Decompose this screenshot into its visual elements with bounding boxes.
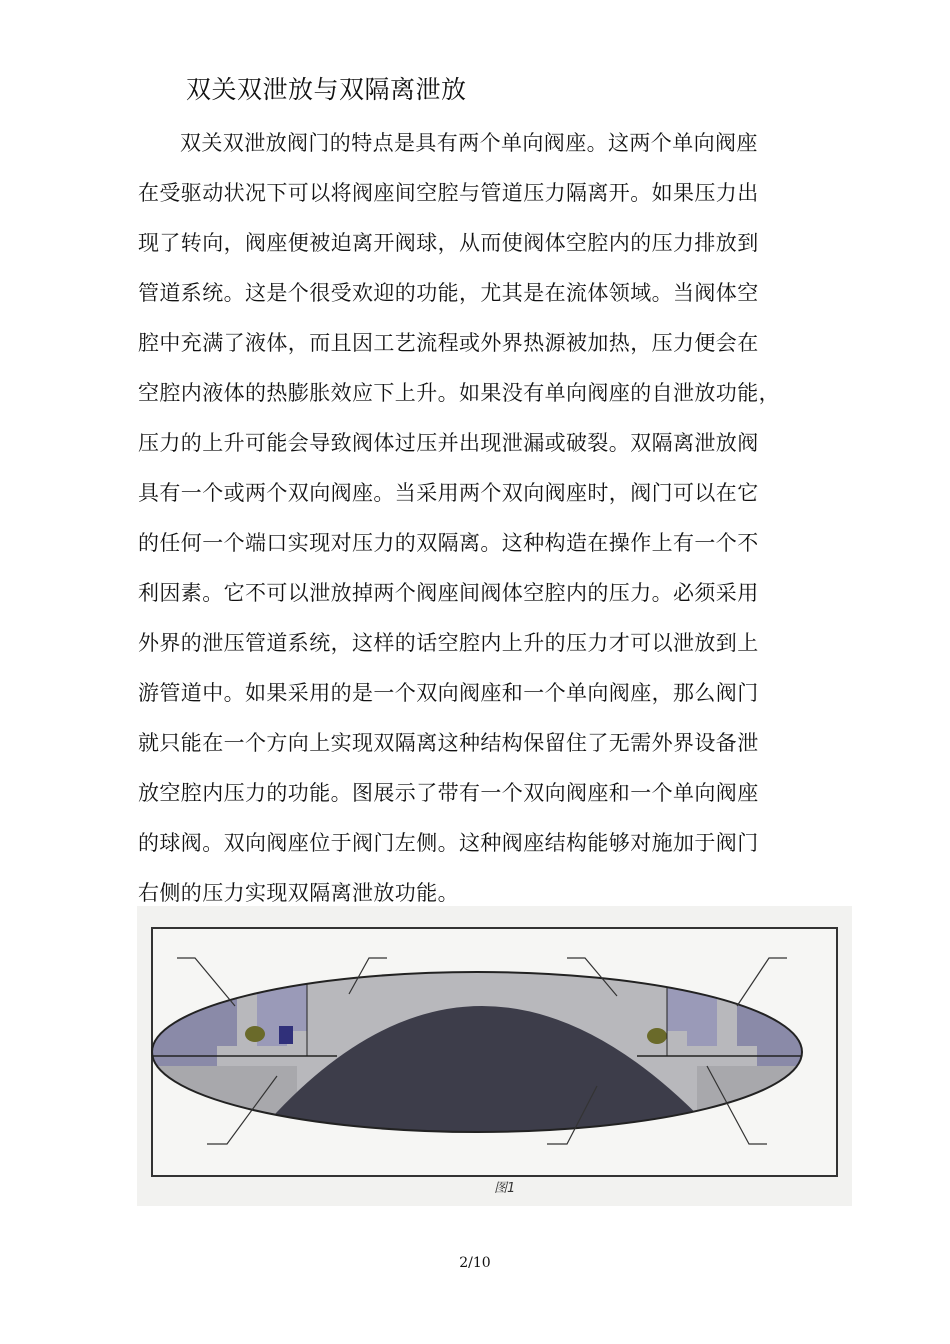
paragraph-line: 外界的泄压管道系统，这样的话空腔内上升的压力才可以泄放到上 [138,631,759,655]
ball-valve-cross-section-diagram [137,906,852,1206]
paragraph-line: 游管道中。如果采用的是一个双向阀座和一个单向阀座，那么阀门 [138,681,759,705]
paragraph-line: 放空腔内压力的功能。图展示了带有一个双向阀座和一个单向阀座 [138,781,759,805]
left-seal-ring [245,1026,265,1042]
paragraph-line: 利因素。它不可以泄放掉两个阀座间阀体空腔内的压力。必须采用 [138,581,759,605]
paragraph-line: 具有一个或两个双向阀座。当采用两个双向阀座时，阀门可以在它 [138,481,759,505]
paragraph-line: 就只能在一个方向上实现双隔离这种结构保留住了无需外界设备泄 [138,731,759,755]
valve-figure [137,906,852,1206]
figure-caption: 图1 [494,1181,516,1196]
paragraph-line: 腔中充满了液体，而且因工艺流程或外界热源被加热，压力便会在 [138,331,759,355]
paragraph-line: 的任何一个端口实现对压力的双隔离。这种构造在操作上有一个不 [138,531,759,555]
paragraph-line: 双关双泄放阀门的特点是具有两个单向阀座。这两个单向阀座 [180,131,758,155]
paragraph-line: 压力的上升可能会导致阀体过压并出现泄漏或破裂。双隔离泄放阀 [138,431,759,455]
section-title: 双关双泄放与双隔离泄放 [186,75,467,104]
paragraph-line: 右侧的压力实现双隔离泄放功能。 [138,881,459,905]
page-number: 2/10 [459,1255,491,1271]
left-seat-insert [279,1026,293,1044]
body-paragraph [138,118,822,918]
paragraph-line: 空腔内液体的热膨胀效应下上升。如果没有单向阀座的自泄放功能， [138,381,780,405]
paragraph-line: 现了转向，阀座便被迫离开阀球，从而使阀体空腔内的压力排放到 [138,231,759,255]
paragraph-line: 的球阀。双向阀座位于阀门左侧。这种阀座结构能够对施加于阀门 [138,831,759,855]
right-seal-ring [647,1028,667,1044]
paragraph-line: 在受驱动状况下可以将阀座间空腔与管道压力隔离开。如果压力出 [138,181,759,205]
paragraph-line: 管道系统。这是个很受欢迎的功能，尤其是在流体领域。当阀体空 [138,281,759,305]
